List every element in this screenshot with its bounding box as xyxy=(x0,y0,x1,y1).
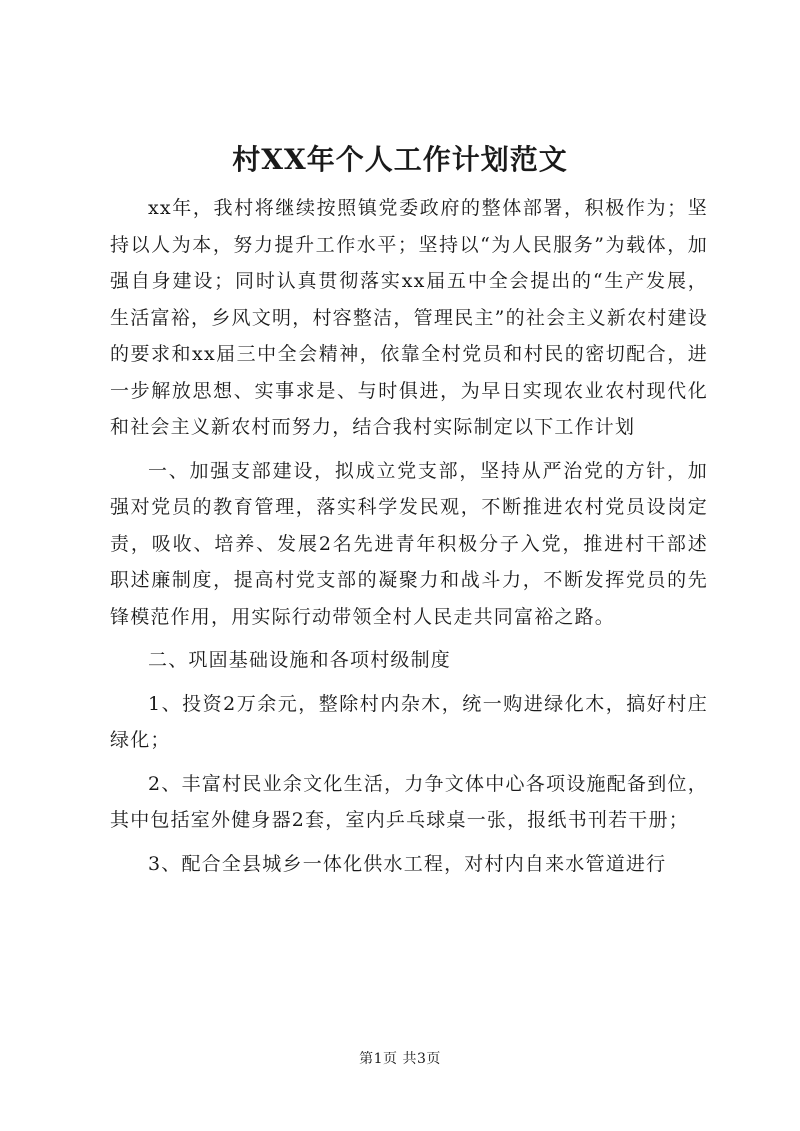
document-title: 村XX年个人工作计划范文 xyxy=(232,143,568,176)
page-footer: 第1页 共3页 xyxy=(359,1051,441,1067)
paragraph-section-1: 一、加强支部建设，拟成立党支部，坚持从严治党的方针，加强对党员的教育管理，落实科学发民观，不断推进农村党员设岗定责，吸收、培养、发展2名先进青年积极分子入党，推进村干部述职述廉制度，提高村党支部的凝聚力和战斗力，不断发挥党员的先锋模范作用，用实际行动带领全村人民走共同富裕之路。 xyxy=(110,459,708,628)
paragraph-intro: xx年，我村将继续按照镇党委政府的整体部署，积极作为；坚持以人为本，努力提升工作水平；坚持以“为人民服务”为载体，加强自身建设；同时认真贯彻落实xx届五中全会提出的“生产发展，生活富裕，乡风文明，村容整洁，管理民主”的社会主义新农村建设的要求和xx届三中全会精神，依靠全村党员和村民的密切配合，进一步解放思想、实事求是、与时俱进，为早日实现农业农村现代化和社会主义新农村而努力，结合我村实际制定以下工作计划 xyxy=(110,197,708,438)
paragraph-item-3: 3、配合全县城乡一体化供水工程，对村内自来水管道进行 xyxy=(148,852,667,875)
paragraph-section-2-heading: 二、巩固基础设施和各项村级制度 xyxy=(148,649,452,671)
paragraph-item-1: 1、投资2万余元，整除村内杂木，统一购进绿化木，搞好村庄绿化； xyxy=(110,692,708,751)
document-body xyxy=(110,190,708,882)
paragraph-item-2: 2、丰富村民业余文化生活，力争文体中心各项设施配备到位，其中包括室外健身器2套，室内乒乓球桌一张，报纸书刊若干册； xyxy=(110,772,708,831)
